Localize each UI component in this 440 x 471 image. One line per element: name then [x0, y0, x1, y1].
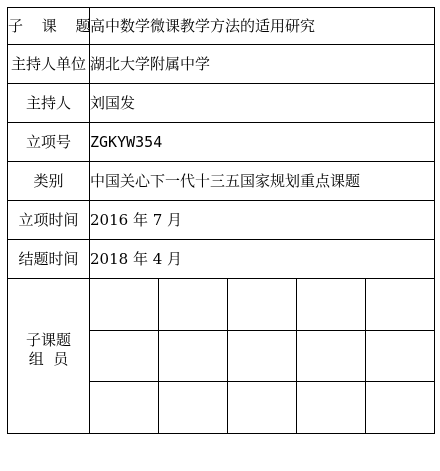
member-cell[interactable]	[228, 330, 297, 382]
member-grid-row	[90, 279, 435, 331]
category-value: 中国关心下一代十三五国家规划重点课题	[90, 162, 435, 201]
row-host-unit	[8, 45, 435, 84]
category-label: 类别	[8, 162, 90, 201]
project-number-value: ZGKYW354	[90, 123, 435, 162]
member-grid-cell	[90, 279, 435, 434]
member-cell[interactable]	[228, 279, 297, 331]
member-cell[interactable]	[159, 330, 228, 382]
completion-date-label: 结题时间	[8, 240, 90, 279]
member-cell[interactable]	[90, 382, 159, 434]
host-unit-label: 主持人单位	[8, 45, 90, 84]
member-cell[interactable]	[366, 279, 435, 331]
row-project-number	[8, 123, 435, 162]
row-subgroup-members	[8, 279, 435, 434]
approval-date-label: 立项时间	[8, 201, 90, 240]
member-grid-row	[90, 330, 435, 382]
row-host	[8, 84, 435, 123]
subgroup-members-label	[8, 279, 90, 434]
completion-date-value: 2018 年 4 月	[90, 240, 435, 279]
member-cell[interactable]	[366, 330, 435, 382]
subgroup-label-line2: 组 员	[28, 350, 69, 368]
member-cell[interactable]	[228, 382, 297, 434]
subtopic-value: 高中数学微课教学方法的适用研究	[90, 8, 435, 45]
member-cell[interactable]	[366, 382, 435, 434]
member-grid-row	[90, 382, 435, 434]
member-cell[interactable]	[90, 330, 159, 382]
row-category	[8, 162, 435, 201]
project-info-table	[7, 7, 435, 434]
member-grid	[89, 278, 435, 434]
host-label: 主持人	[8, 84, 90, 123]
member-cell[interactable]	[159, 279, 228, 331]
subgroup-label-line1: 子课题	[25, 331, 71, 349]
row-subtopic	[8, 8, 435, 45]
project-number-label: 立项号	[8, 123, 90, 162]
host-value: 刘国发	[90, 84, 435, 123]
member-cell[interactable]	[297, 279, 366, 331]
subtopic-label: 子 课 题	[8, 8, 90, 45]
host-unit-value: 湖北大学附属中学	[90, 45, 435, 84]
member-cell[interactable]	[297, 382, 366, 434]
row-approval-date	[8, 201, 435, 240]
member-cell[interactable]	[90, 279, 159, 331]
member-cell[interactable]	[159, 382, 228, 434]
approval-date-value: 2016 年 7 月	[90, 201, 435, 240]
member-cell[interactable]	[297, 330, 366, 382]
